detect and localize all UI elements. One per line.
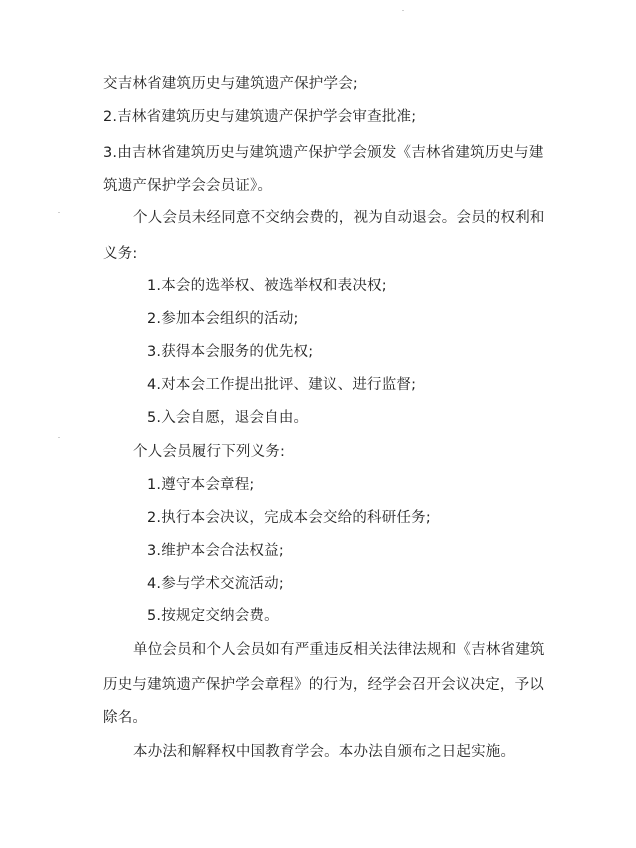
list-item: 3.维护本会合法权益; <box>147 543 284 559</box>
list-item: 1.本会的选举权、被选举权和表决权; <box>147 278 387 294</box>
list-item: 5.按规定交纳会费。 <box>147 608 279 624</box>
paragraph-line: 历史与建筑遗产保护学会章程》的行为，经学会召开会议决定，予以 <box>103 677 544 693</box>
paragraph-line: 交吉林省建筑历史与建筑遗产保护学会; <box>103 76 358 92</box>
list-item: 5.入会自愿，退会自由。 <box>147 410 309 426</box>
list-item: 2.执行本会决议，完成本会交给的科研任务; <box>147 510 431 526</box>
list-item: 1.遵守本会章程; <box>147 477 255 493</box>
paragraph-line: 个人会员履行下列义务: <box>133 444 286 460</box>
paragraph-line: 义务: <box>103 246 138 262</box>
paragraph-line: 单位会员和个人会员如有严重违反相关法律法规和《吉林省建筑 <box>133 642 545 658</box>
paragraph-line: 3.由吉林省建筑历史与建筑遗产保护学会颁发《吉林省建筑历史与建 <box>103 145 544 161</box>
paragraph-line: 2.吉林省建筑历史与建筑遗产保护学会审查批准; <box>103 109 417 125</box>
scan-speck <box>58 437 60 438</box>
list-item: 4.对本会工作提出批评、建议、进行监督; <box>147 377 417 393</box>
list-item: 4.参与学术交流活动; <box>147 576 284 592</box>
paragraph-line: 除名。 <box>103 710 148 726</box>
scan-speck <box>402 10 404 11</box>
list-item: 2.参加本会组织的活动; <box>147 311 299 327</box>
paragraph-line: 筑遗产保护学会会员证》。 <box>103 178 273 194</box>
list-item: 3.获得本会服务的优先权; <box>147 344 314 360</box>
paragraph-line: 本办法和解释权中国教育学会。本办法自颁布之日起实施。 <box>133 744 516 760</box>
paragraph-line: 个人会员未经同意不交纳会费的，视为自动退会。会员的权利和 <box>133 210 545 226</box>
scan-speck <box>58 212 60 213</box>
